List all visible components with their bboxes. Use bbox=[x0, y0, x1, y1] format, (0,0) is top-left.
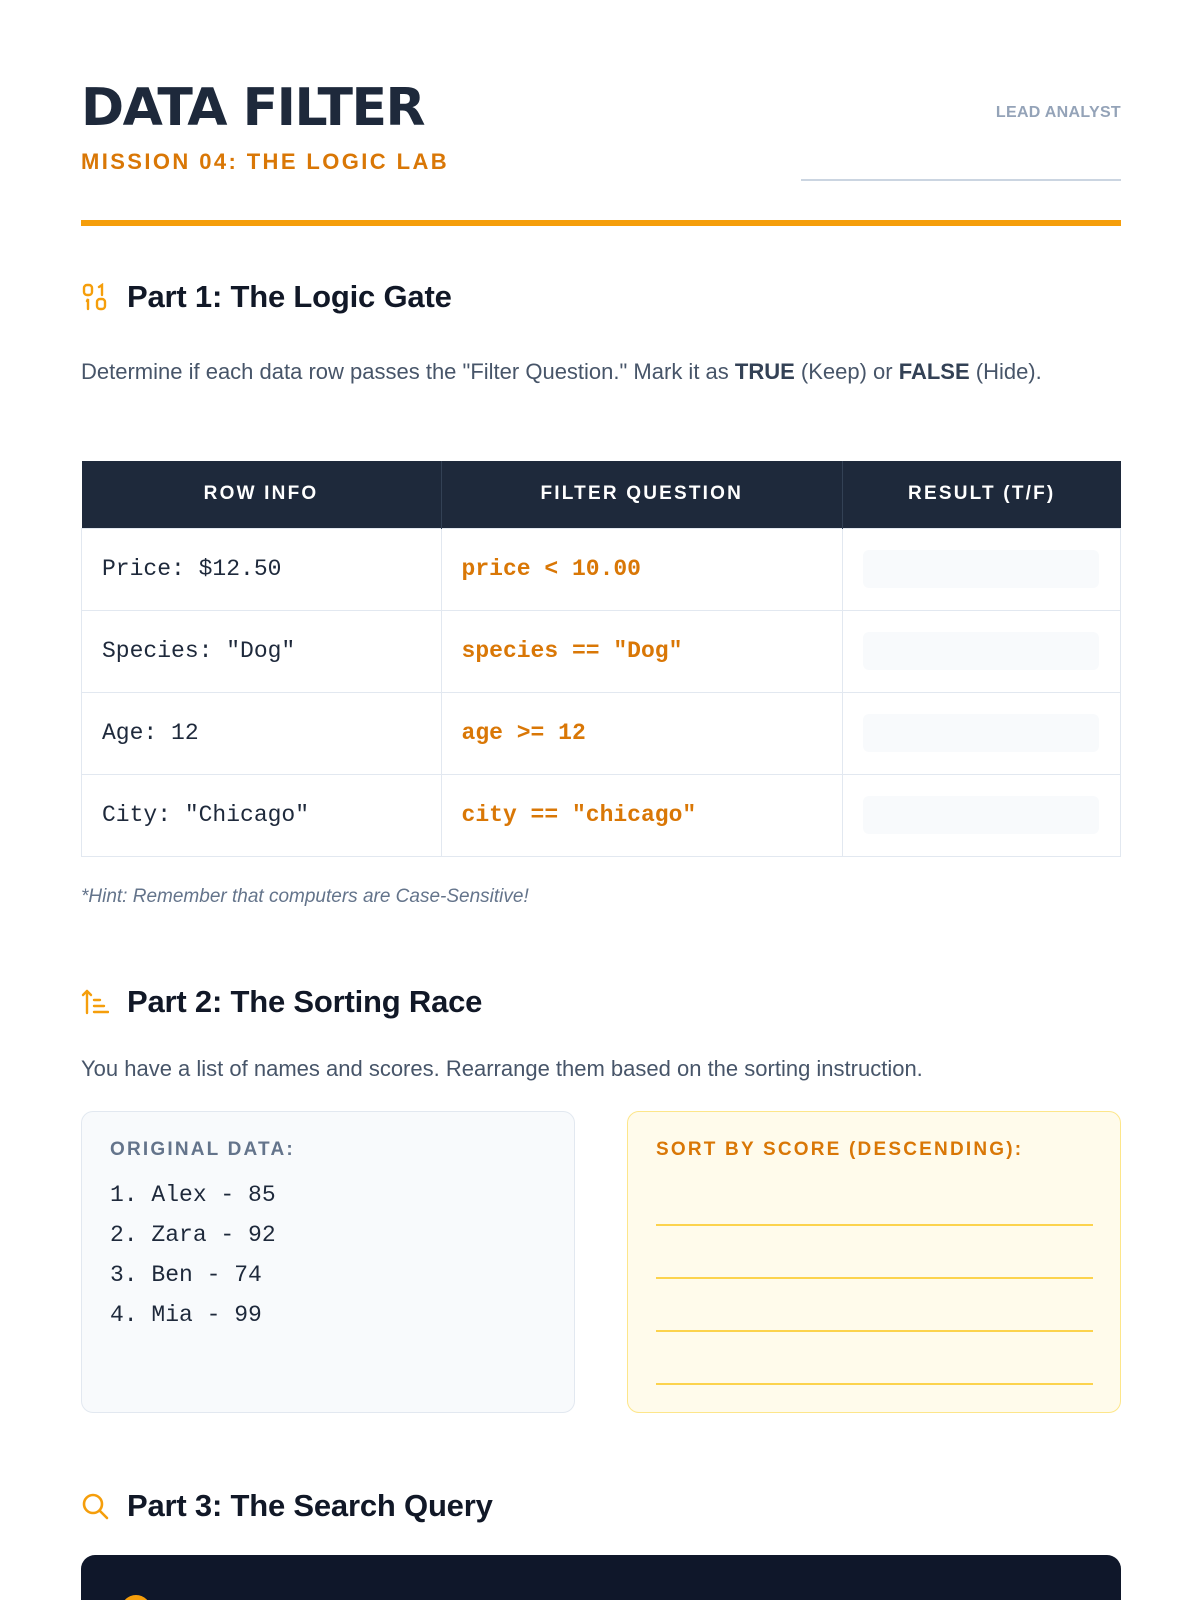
answer-line[interactable] bbox=[656, 1224, 1093, 1226]
result-answer-box[interactable] bbox=[863, 796, 1099, 834]
row-info-cell: City: "Chicago" bbox=[82, 774, 442, 856]
true-keyword: TRUE bbox=[734, 359, 795, 384]
filter-question-cell: species == "Dog" bbox=[441, 610, 842, 692]
page-subtitle: MISSION 04: THE LOGIC LAB bbox=[81, 149, 450, 174]
result-cell bbox=[842, 528, 1120, 610]
table-header-row bbox=[82, 461, 1121, 528]
case-sensitive-hint: *Hint: Remember that computers are Case-Sensitive! bbox=[81, 886, 529, 907]
list-item: 3. Ben - 74 bbox=[110, 1262, 262, 1288]
row-info-cell: Age: 12 bbox=[82, 692, 442, 774]
filter-question-cell: age >= 12 bbox=[441, 692, 842, 774]
column-header: FILTER QUESTION bbox=[441, 461, 842, 528]
page-title: DATA FILTER bbox=[81, 78, 425, 138]
result-cell bbox=[842, 774, 1120, 856]
answer-line[interactable] bbox=[656, 1330, 1093, 1332]
sorted-data-card bbox=[627, 1111, 1121, 1413]
row-info-cell: Price: $12.50 bbox=[82, 528, 442, 610]
part1-intro-prefix: Determine if each data row passes the "Filter Question." Mark it as bbox=[81, 359, 735, 384]
original-data-list bbox=[110, 1175, 546, 1335]
search-query-panel bbox=[81, 1555, 1121, 1600]
result-cell bbox=[842, 692, 1120, 774]
search-icon bbox=[81, 1492, 109, 1520]
table-row bbox=[82, 528, 1121, 610]
filter-question-cell: city == "chicago" bbox=[441, 774, 842, 856]
result-answer-box[interactable] bbox=[863, 714, 1099, 752]
column-header: ROW INFO bbox=[82, 461, 442, 528]
result-answer-box[interactable] bbox=[863, 632, 1099, 670]
original-data-card bbox=[81, 1111, 575, 1413]
result-cell bbox=[842, 610, 1120, 692]
query-panel-marker bbox=[121, 1595, 151, 1600]
sort-ascending-icon bbox=[81, 988, 109, 1016]
binary-icon bbox=[81, 283, 109, 311]
sorted-data-label: SORT BY SCORE (DESCENDING): bbox=[656, 1139, 1024, 1160]
list-item: 4. Mia - 99 bbox=[110, 1302, 262, 1328]
filter-question-cell: price < 10.00 bbox=[441, 528, 842, 610]
column-header: RESULT (T/F) bbox=[842, 461, 1120, 528]
table-row bbox=[82, 774, 1121, 856]
part3-heading-row bbox=[81, 1490, 493, 1521]
part2-heading: Part 2: The Sorting Race bbox=[127, 984, 483, 1019]
part1-instructions bbox=[81, 355, 1121, 388]
part1-heading: Part 1: The Logic Gate bbox=[127, 279, 452, 314]
lead-analyst-signature-line[interactable] bbox=[801, 179, 1121, 181]
part3-heading: Part 3: The Search Query bbox=[127, 1488, 493, 1523]
true-note: (Keep) or bbox=[794, 359, 899, 384]
part2-heading-row bbox=[81, 986, 482, 1017]
false-keyword: FALSE bbox=[898, 359, 970, 384]
answer-line[interactable] bbox=[656, 1277, 1093, 1279]
original-data-label: ORIGINAL DATA: bbox=[110, 1139, 295, 1160]
part2-instructions: You have a list of names and scores. Rearrange them based on the sorting instruction. bbox=[81, 1056, 923, 1081]
row-info-cell: Species: "Dog" bbox=[82, 610, 442, 692]
list-item: 2. Zara - 92 bbox=[110, 1222, 276, 1248]
lead-analyst-label: LEAD ANALYST bbox=[995, 104, 1121, 121]
header-divider bbox=[81, 220, 1121, 226]
logic-gate-table bbox=[81, 461, 1121, 857]
header bbox=[81, 0, 1121, 228]
worksheet-page bbox=[81, 0, 1121, 1523]
table-row bbox=[82, 610, 1121, 692]
result-answer-box[interactable] bbox=[863, 550, 1099, 588]
table-row bbox=[82, 692, 1121, 774]
answer-line[interactable] bbox=[656, 1383, 1093, 1385]
part1-heading-row bbox=[81, 281, 452, 312]
list-item: 1. Alex - 85 bbox=[110, 1182, 276, 1208]
false-note: (Hide). bbox=[969, 359, 1042, 384]
